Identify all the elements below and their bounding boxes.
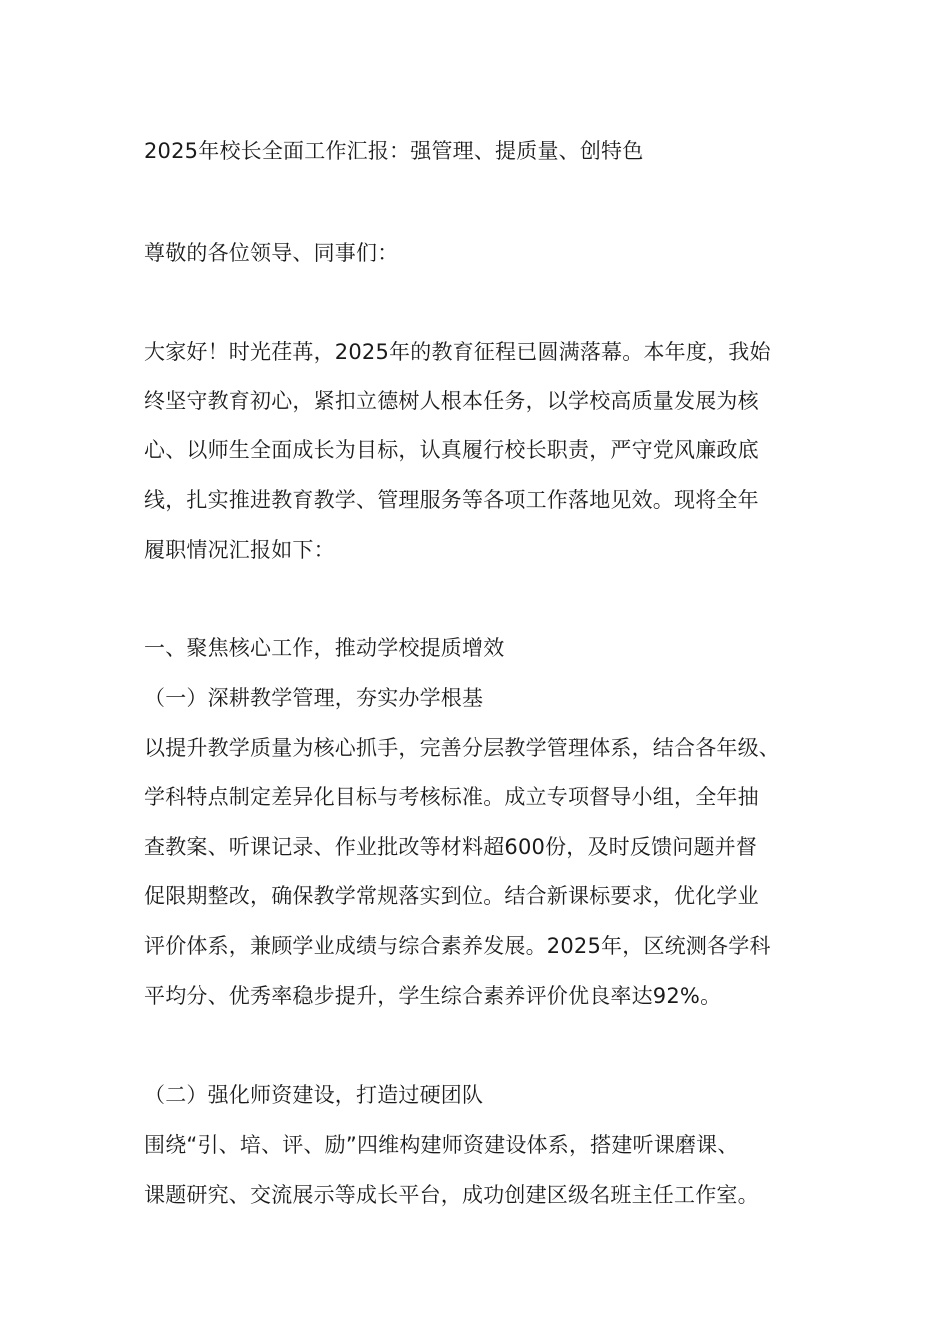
- body-line: 课题研究、交流展示等成长平台，成功创建区级名班主任工作室。: [144, 1183, 759, 1207]
- salutation: 尊敬的各位领导、同事们：: [144, 241, 399, 265]
- body-line: 学科特点制定差异化目标与考核标准。成立专项督导小组，全年抽: [144, 785, 759, 809]
- body-line: 评价体系，兼顾学业成绩与综合素养发展。2025年，区统测各学科: [144, 934, 771, 958]
- subsection-heading: （二）强化师资建设，打造过硬团队: [144, 1083, 484, 1107]
- intro-line: 终坚守教育初心，紧扣立德树人根本任务，以学校高质量发展为核: [144, 389, 759, 413]
- document-title: 2025年校长全面工作汇报：强管理、提质量、创特色: [144, 139, 644, 163]
- body-line: 平均分、优秀率稳步提升，学生综合素养评价优良率达92%。: [144, 984, 722, 1008]
- section-heading: 一、聚焦核心工作，推动学校提质增效: [144, 636, 505, 660]
- body-line: 围绕“引、培、评、励”四维构建师资建设体系，搭建听课磨课、: [144, 1133, 739, 1157]
- body-line: 促限期整改，确保教学常规落实到位。结合新课标要求，优化学业: [144, 884, 759, 908]
- body-line: 查教案、听课记录、作业批改等材料超600份，及时反馈问题并督: [144, 835, 758, 859]
- intro-line: 心、以师生全面成长为目标，认真履行校长职责，严守党风廉政底: [144, 438, 759, 462]
- intro-line: 履职情况汇报如下：: [144, 538, 335, 562]
- intro-line: 大家好！时光荏苒，2025年的教育征程已圆满落幕。本年度，我始: [144, 340, 771, 364]
- subsection-heading: （一）深耕教学管理，夯实办学根基: [144, 686, 484, 710]
- intro-line: 线，扎实推进教育教学、管理服务等各项工作落地见效。现将全年: [144, 488, 759, 512]
- body-line: 以提升教学质量为核心抓手，完善分层教学管理体系，结合各年级、: [144, 736, 780, 760]
